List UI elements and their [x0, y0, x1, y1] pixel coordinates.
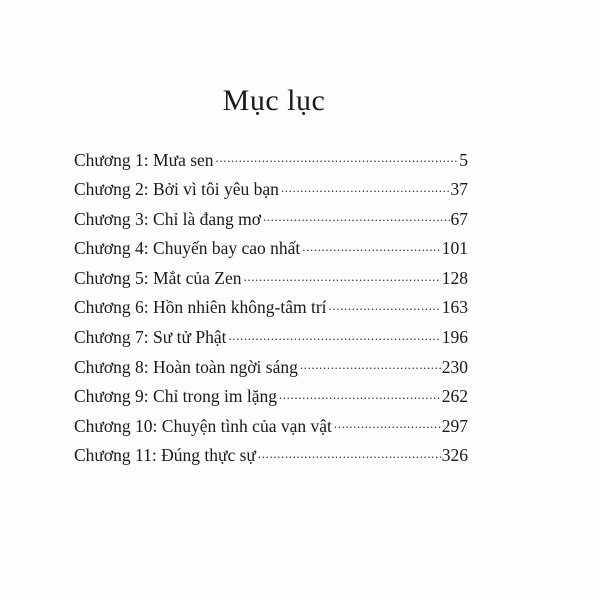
page-number: 128 — [441, 267, 468, 288]
page-number: 230 — [441, 356, 468, 377]
toc-entry — [74, 444, 468, 474]
dot-leader — [263, 207, 450, 225]
chapter-title: Chương 9: Chỉ trong im lặng — [74, 386, 277, 407]
toc-entry — [74, 237, 468, 267]
table-of-contents — [74, 148, 468, 474]
chapter-title: Chương 10: Chuyện tình của vạn vật — [74, 415, 332, 436]
dot-leader — [243, 266, 440, 284]
page-number: 67 — [450, 208, 468, 229]
page-number: 326 — [441, 445, 468, 466]
page-number: 262 — [441, 386, 468, 407]
chapter-title: Chương 2: Bởi vì tôi yêu bạn — [74, 179, 279, 200]
chapter-title: Chương 5: Mắt của Zen — [74, 267, 242, 288]
toc-entry — [74, 178, 468, 208]
chapter-title: Chương 6: Hồn nhiên không-tâm trí — [74, 297, 327, 318]
toc-entry — [74, 355, 468, 385]
chapter-title: Chương 7: Sư tử Phật — [74, 327, 227, 348]
dot-leader — [216, 148, 459, 166]
dot-leader — [281, 178, 450, 196]
toc-entry — [74, 385, 468, 415]
chapter-title: Chương 3: Chỉ là đang mơ — [74, 208, 261, 229]
dot-leader — [300, 355, 441, 373]
toc-entry — [74, 296, 468, 326]
chapter-title: Chương 1: Mưa sen — [74, 149, 214, 170]
chapter-title: Chương 4: Chuyến bay cao nhất — [74, 238, 301, 259]
toc-entry — [74, 266, 468, 296]
page-number: 196 — [441, 327, 468, 348]
toc-entry — [74, 207, 468, 237]
page-number: 163 — [441, 297, 468, 318]
dot-leader — [228, 326, 440, 344]
dot-leader — [302, 237, 440, 255]
dot-leader — [329, 296, 441, 314]
page-number: 101 — [441, 238, 468, 259]
page-number: 37 — [450, 179, 468, 200]
toc-entry — [74, 148, 468, 178]
chapter-title: Chương 11: Đúng thực sự — [74, 445, 256, 466]
chapter-title: Chương 8: Hoàn toàn ngời sáng — [74, 356, 298, 377]
dot-leader — [334, 414, 441, 432]
page-title: Mục lục — [222, 84, 326, 117]
toc-entry — [74, 326, 468, 356]
page-number: 297 — [441, 415, 468, 436]
page-number: 5 — [459, 149, 468, 170]
dot-leader — [258, 444, 441, 462]
toc-entry — [74, 414, 468, 444]
dot-leader — [279, 385, 441, 403]
